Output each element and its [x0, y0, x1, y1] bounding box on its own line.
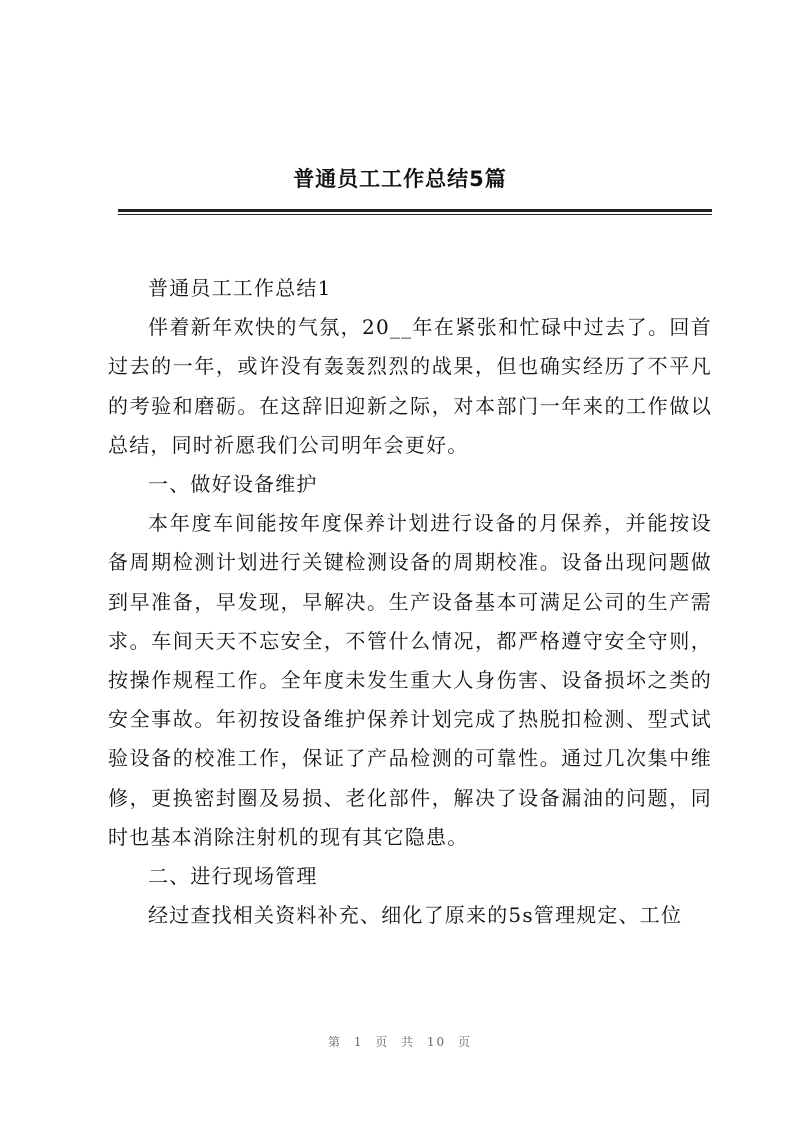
document-body — [108, 269, 712, 935]
section-heading: 一、做好设备维护 — [148, 472, 318, 497]
title-underline-thin — [118, 214, 712, 215]
page-number-footer: 第 1 页 共 10 页 — [328, 1035, 472, 1049]
section-heading: 普通员工工作总结1 — [148, 276, 332, 300]
document-title: 普通员工工作总结5篇 — [293, 167, 507, 191]
title-underline-thick — [118, 209, 712, 212]
paragraph: 本年度车间能按年度保养计划进行设备的月保养，并能按设备周期检测计划进行关键检测设备的周期校准。设备出现问题做到早准备，早发现，早解决。生产设备基本可满足公司的生产需求。车间天天不忘安全，不管什么情况，都严格遵守安全守则，按操作规程工作。全年度未发生重大人身伤害、设备损坏之类的安全事故。年初按设备维护保养计划完成了热脱扣检测、型式试验设备的校准工作，保证了产品检测的可靠性。通过几次集中维修，更换密封圈及易损、老化部件，解决了设备漏油的问题，同时也基本消除注射机的现有其它隐患。 — [108, 511, 712, 849]
paragraph: 伴着新年欢快的气氛，20__年在紧张和忙碌中过去了。回首过去的一年，或许没有轰轰烈烈的战果，但也确实经历了不平凡的考验和磨砺。在这辞旧迎新之际，对本部门一年来的工作做以总结，同时祈愿我们公司明年会更好。 — [108, 315, 712, 457]
paragraph: 经过查找相关资料补充、细化了原来的5s管理规定、工位 — [148, 903, 683, 928]
section-heading: 二、进行现场管理 — [148, 864, 318, 889]
